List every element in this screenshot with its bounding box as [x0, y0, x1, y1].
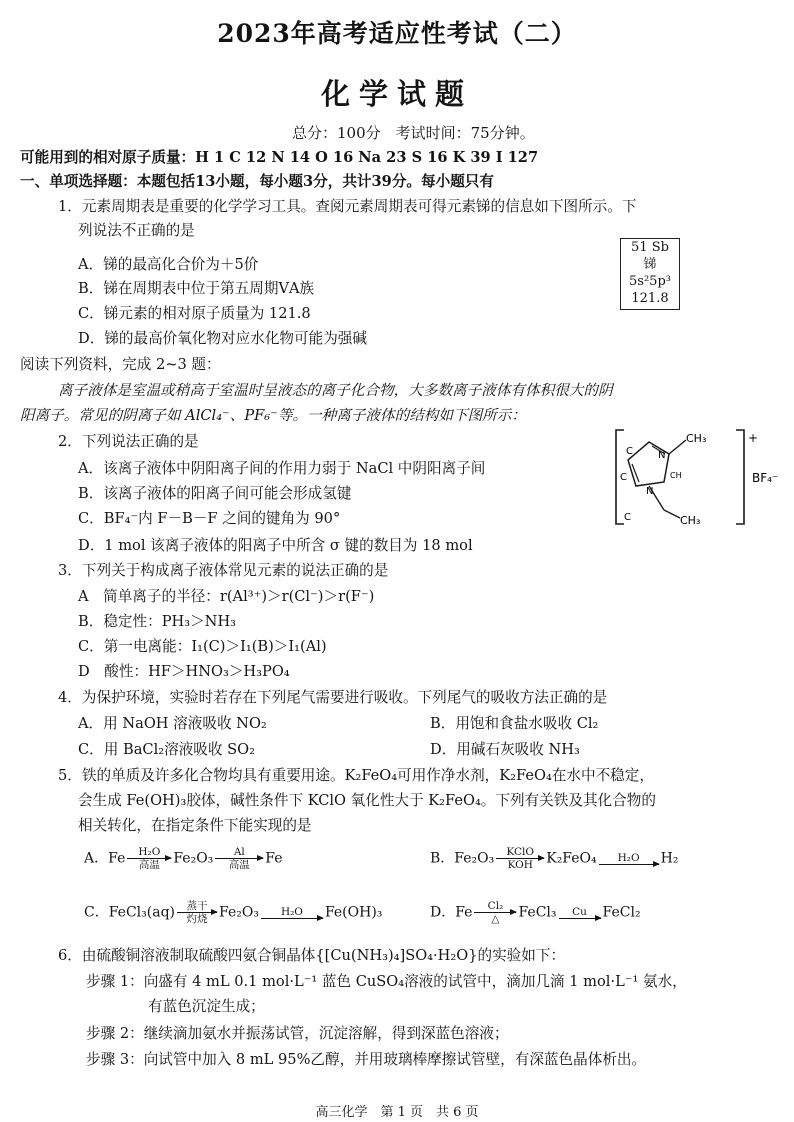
q6-step2: 步骤 2：继续滴加氨水并振荡试管，沉淀溶解，得到深蓝色溶液；	[86, 1025, 509, 1042]
q2-option-c: C．BF₄⁻内 F－B－F 之间的键角为 90°	[78, 510, 341, 527]
q5-c-species3: Fe(OH)₃	[324, 904, 383, 921]
q5-a-arrow2: Al 高温	[215, 846, 263, 871]
q5-b-arrow1: KClO KOH	[496, 846, 544, 871]
element-mass: 121.8	[631, 291, 669, 306]
section-heading: 一、单项选择题：本题包括13小题，每小题3分，共计39分。每小题只有	[20, 173, 494, 190]
antimony-element-card	[620, 238, 680, 310]
q2-option-d: D．1 mol 该离子液体的阳离子中所含 σ 键的数目为 18 mol	[78, 537, 473, 554]
q5-d-arrow2: Cu	[559, 906, 601, 919]
q5-b-species2: K₂FeO₄	[546, 850, 597, 867]
q6-step1-line2: 有蓝色沉淀生成；	[148, 998, 265, 1015]
element-config: 5s²5p³	[629, 274, 671, 289]
q5-d-species2: FeCl₃	[518, 904, 557, 921]
element-number-symbol: 51 Sb	[631, 240, 669, 255]
q5-b-species1: Fe₂O₃	[454, 850, 495, 867]
q1-stem-line2: 列说法不正确的是	[78, 222, 195, 239]
q1-option-c: C．锑元素的相对原子质量为 121.8	[78, 305, 311, 322]
q5-stem-line1: 5．铁的单质及许多化合物均具有重要用途。K₂FeO₄可用作净水剂，K₂FeO₄在水中不稳定，	[58, 767, 654, 784]
q5-b-label: B．	[430, 850, 455, 867]
q5-c-arrow2: H₂O	[261, 906, 323, 919]
q2-option-a: A．该离子液体中阴阳离子间的作用力弱于 NaCl 中阴阳离子间	[78, 460, 486, 477]
ring-nitrogen-bottom: N	[646, 486, 654, 497]
q5-b-species3: H₂	[660, 850, 679, 867]
chain-carbon: C	[624, 512, 631, 523]
anion-label: BF₄⁻	[752, 471, 779, 485]
q5-c-species2: Fe₂O₃	[219, 904, 259, 921]
q1-option-b: B．锑在周期表中位于第五周期ⅤA族	[78, 280, 315, 297]
q3-option-b: B．稳定性：PH₃＞NH₃	[78, 613, 237, 630]
q4-option-a: A．用 NaOH 溶液吸收 NO₂	[78, 715, 267, 732]
exam-meta: 总分：100分 考试时间：75分钟。	[292, 124, 535, 142]
q3-stem: 3．下列关于构成离子液体常见元素的说法正确的是	[58, 562, 389, 579]
q4-option-d: D．用碱石灰吸收 NH₃	[430, 741, 580, 758]
reading-intro: 阅读下列资料，完成 2~3 题：	[20, 356, 221, 373]
methyl-bottom: CH₃	[680, 514, 701, 527]
q2-stem: 2．下列说法正确的是	[58, 433, 199, 450]
q1-option-d: D．锑的最高价氧化物对应水化物可能为强碱	[78, 330, 367, 347]
q4-option-b: B．用饱和食盐水吸收 Cl₂	[430, 715, 599, 732]
ionic-liquid-structure	[604, 424, 779, 534]
q5-b-arrow2: H₂O	[599, 852, 659, 865]
q6-step3: 步骤 3：向试管中加入 8 mL 95%乙醇，并用玻璃棒摩擦试管壁，有深蓝色晶体析出。	[86, 1051, 647, 1068]
q5-a-arrow1: H₂O 高温	[127, 846, 171, 871]
q5-option-c	[84, 900, 382, 925]
q1-option-a: A．锑的最高化合价为＋5价	[78, 256, 259, 273]
q5-d-label: D．	[430, 904, 456, 921]
exam-title: 2023年高考适应性考试（二）	[217, 19, 577, 48]
element-name: 锑	[643, 257, 657, 272]
ring-carbon-2: C	[620, 472, 627, 483]
ring-carbon-1: C	[626, 446, 633, 457]
ring-ch-label: CH	[670, 471, 682, 480]
q2-option-b: B．该离子液体的阳离子间可能会形成氢键	[78, 485, 352, 502]
subject-title: 化学试题	[320, 77, 473, 111]
q5-c-label: C．	[84, 904, 109, 921]
q5-d-species3: FeCl₂	[602, 904, 641, 921]
methyl-top: CH₃	[686, 432, 707, 445]
q5-option-b	[430, 846, 678, 871]
page-footer: 高三化学 第 1 页 共 6 页	[315, 1105, 479, 1120]
q5-a-species1: Fe	[108, 850, 126, 867]
q5-option-a	[84, 846, 283, 871]
reading-para-line1: 离子液体是室温或稍高于室温时呈液态的离子化合物，大多数离子液体有体积很大的阴	[58, 382, 613, 399]
q5-a-species3: Fe	[265, 850, 283, 867]
q4-stem: 4．为保护环境，实验时若存在下列尾气需要进行吸收。下列尾气的吸收方法正确的是	[58, 689, 608, 706]
q6-step1-line1: 步骤 1：向盛有 4 mL 0.1 mol·L⁻¹ 蓝色 CuSO₄溶液的试管中，滴加几滴 1 mol·L⁻¹ 氨水，	[86, 973, 687, 990]
q4-option-c: C．用 BaCl₂溶液吸收 SO₂	[78, 741, 255, 758]
q5-a-species2: Fe₂O₃	[173, 850, 214, 867]
q5-option-d	[430, 900, 641, 925]
q3-option-d: D 酸性：HF＞HNO₃＞H₃PO₄	[78, 663, 290, 680]
q5-c-species1: FeCl₃(aq)	[108, 904, 175, 921]
reading-para-line2: 阳离子。常见的阴离子如 AlCl₄⁻、PF₆⁻等。一种离子液体的结构如下图所示：	[20, 407, 526, 424]
atomic-masses: 可能用到的相对原子质量：H 1 C 12 N 14 O 16 Na 23 S 16 K 39 I 127	[20, 149, 539, 166]
q1-stem-line1: 1．元素周期表是重要的化学学习工具。查阅元素周期表可得元素锑的信息如下图所示。下	[58, 198, 637, 215]
q3-option-c: C．第一电离能：I₁(C)＞I₁(B)＞I₁(Al)	[78, 638, 327, 655]
ring-nitrogen-top: N	[658, 450, 666, 461]
q5-a-label: A．	[84, 850, 109, 867]
q6-stem: 6．由硫酸铜溶液制取硫酸四氨合铜晶体{[Cu(NH₃)₄]SO₄·H₂O}的实验如下：	[58, 947, 566, 964]
q3-option-a: A 简单离子的半径：r(Al³⁺)＞r(Cl⁻)＞r(F⁻)	[78, 588, 375, 605]
q5-d-arrow1: Cl₂ △	[474, 900, 516, 925]
q5-stem-line2: 会生成 Fe(OH)₃胶体，碱性条件下 KClO 氧化性大于 K₂FeO₄。下列有关铁及其化合物的	[78, 792, 656, 809]
q5-c-arrow1: 蒸干 灼烧	[177, 900, 217, 925]
q5-d-species1: Fe	[455, 904, 473, 921]
q5-stem-line3: 相关转化，在指定条件下能实现的是	[78, 817, 312, 834]
cation-charge: +	[748, 431, 759, 445]
